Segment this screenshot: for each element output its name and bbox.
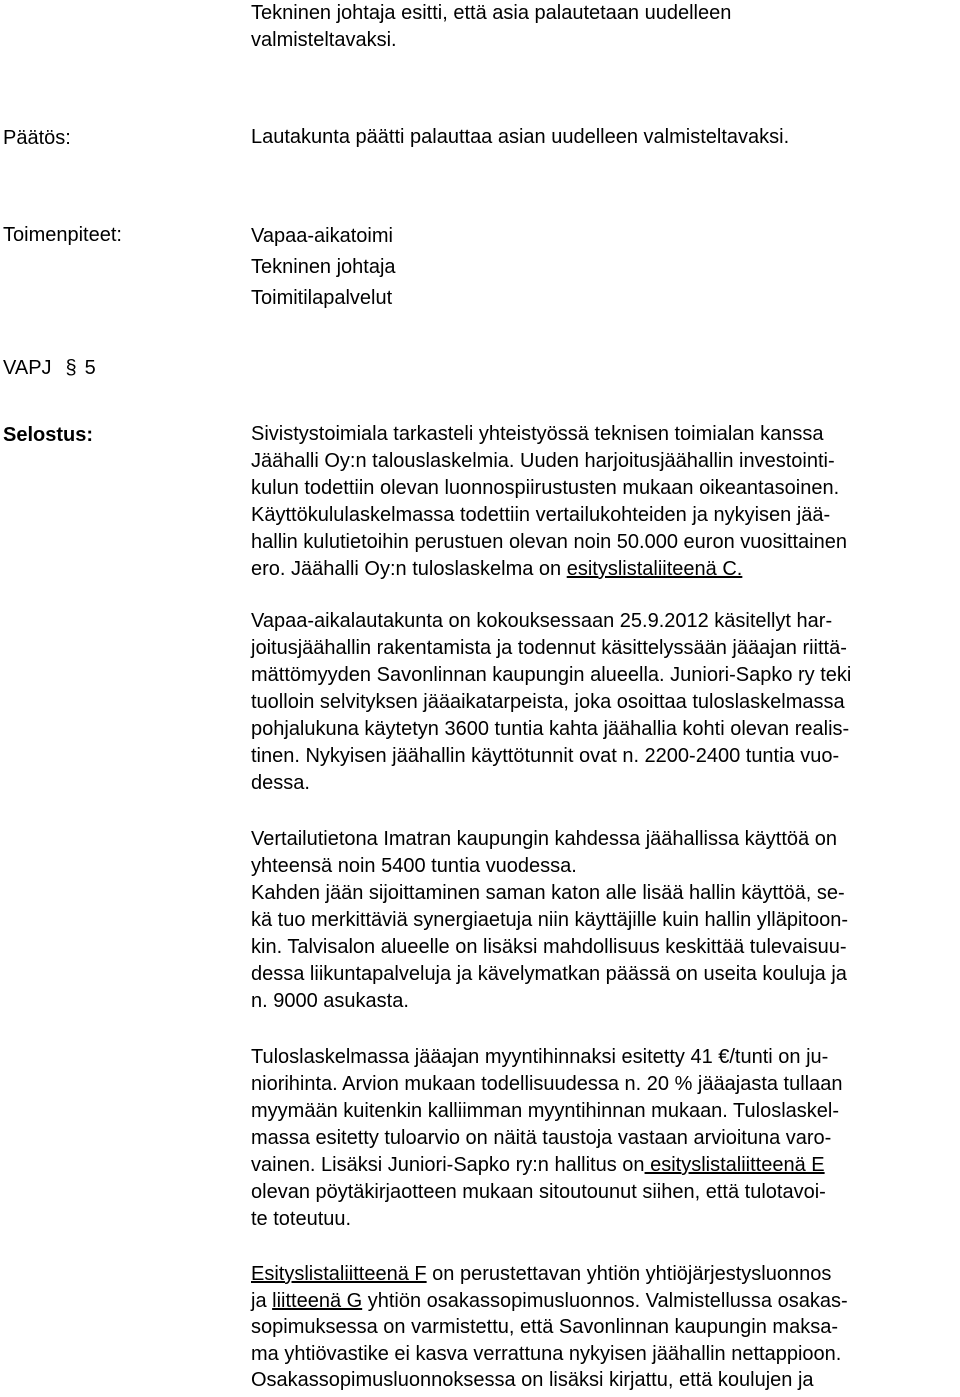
text-line: n. 9000 asukasta. bbox=[251, 990, 409, 1012]
text-line: Tekninen johtaja esitti, että asia palautetaan uudelleen bbox=[251, 2, 732, 24]
toimenpiteet-label: Toimenpiteet: bbox=[3, 224, 122, 246]
text-line: valmisteltavaksi. bbox=[251, 29, 397, 51]
selostus-paragraph-3 bbox=[251, 826, 960, 1015]
text-line: tuolloin selvityksen jääaikatarpeista, joka osoittaa tuloslaskelmassa bbox=[251, 691, 845, 713]
attachment-g-link[interactable]: liitteenä G bbox=[272, 1289, 363, 1312]
text-line: olevan pöytäkirjaotteen mukaan sitoutounut siihen, että tulotavoi- bbox=[251, 1181, 826, 1203]
text-line: Vertailutietona Imatran kaupungin kahdessa jäähallissa käyttöä on bbox=[251, 828, 837, 850]
selostus-paragraph-1 bbox=[251, 421, 960, 583]
text-line: te toteutuu. bbox=[251, 1208, 352, 1230]
text-segment: vainen. Lisäksi Juniori-Sapko ry:n hallitus on bbox=[251, 1154, 645, 1176]
intro-text bbox=[251, 0, 960, 54]
list-item: Vapaa-aikatoimi bbox=[251, 225, 393, 247]
text-line: hallin kulutietoihin perustuen olevan noin 50.000 euron vuosittainen bbox=[251, 531, 847, 553]
paatos-label: Päätös: bbox=[3, 127, 71, 149]
text-line bbox=[251, 1288, 960, 1315]
text-line: Tuloslaskelmassa jääajan myyntihinnaksi esitetty 41 €/tunti on ju- bbox=[251, 1046, 829, 1068]
text-line: Kahden jään sijoittaminen saman katon alle lisää hallin käyttöä, se- bbox=[251, 882, 845, 904]
text-line: massa esitetty tuloarvio on näitä taustoja vastaan arvioituna varo- bbox=[251, 1127, 832, 1149]
text-line: myymään kuitenkin kalliimman myyntihinnan mukaan. Tuloslaskel- bbox=[251, 1100, 840, 1122]
text-line: Sivistystoimiala tarkasteli yhteistyössä teknisen toimialan kanssa bbox=[251, 423, 824, 445]
text-line: mättömyyden Savonlinnan kaupungin alueella. Juniori-Sapko ry teki bbox=[251, 664, 852, 686]
text-line: joitusjäähallin rakentamista ja todennut käsittelyssään jääajan riittä- bbox=[251, 637, 847, 659]
text-line: Osakassopimusluonnoksessa on lisäksi kirjattu, että koulujen ja bbox=[251, 1369, 814, 1391]
text-line: kin. Talvisalon alueelle on lisäksi mahdollisuus keskittää tulevaisuu- bbox=[251, 936, 847, 958]
section-heading bbox=[3, 354, 96, 382]
text-line: kä tuo merkittäviä synergiaetuja niin käyttäjille kuin hallin ylläpitoon- bbox=[251, 909, 848, 931]
text-line bbox=[251, 1152, 960, 1179]
text-line: kulun todettiin olevan luonnospiirustusten mukaan oikeantasoinen. bbox=[251, 477, 840, 499]
section-prefix: VAPJ bbox=[3, 357, 52, 379]
text-line bbox=[251, 1261, 960, 1288]
text-line: sopimuksessa on varmistettu, että Savonlinnan kaupungin maksa- bbox=[251, 1316, 838, 1338]
text-line: Käyttökululaskelmassa todettiin vertailukohteiden ja nykyisen jää- bbox=[251, 504, 831, 526]
attachment-e-link[interactable]: esityslistaliitteenä E bbox=[644, 1154, 825, 1176]
text-line: niorihinta. Arvion mukaan todellisuudessa n. 20 % jääajasta tullaan bbox=[251, 1073, 843, 1095]
section-number: 5 bbox=[84, 357, 96, 379]
selostus-paragraph-2 bbox=[251, 608, 960, 797]
text-line: dessa liikuntapalveluja ja kävelymatkan päässä on useita kouluja ja bbox=[251, 963, 847, 985]
text-segment: ja bbox=[251, 1289, 273, 1312]
text-line: yhteensä noin 5400 tuntia vuodessa. bbox=[251, 855, 577, 877]
text-line: dessa. bbox=[251, 772, 310, 794]
list-item: Toimitilapalvelut bbox=[251, 287, 393, 309]
paatos-text bbox=[251, 124, 960, 151]
toimenpiteet-list bbox=[251, 221, 960, 314]
section-symbol: § bbox=[65, 357, 77, 379]
text-line bbox=[251, 556, 960, 583]
attachment-f-link[interactable]: Esityslistaliitteenä F bbox=[251, 1263, 427, 1285]
text-line: Lautakunta päätti palauttaa asian uudelleen valmisteltavaksi. bbox=[251, 126, 790, 148]
text-line: ma yhtiövastike ei kasva verrattuna nykyisen jäähallin nettappioon. bbox=[251, 1342, 842, 1365]
selostus-paragraph-5 bbox=[251, 1261, 960, 1394]
attachment-c-link[interactable]: esityslistaliiteenä C. bbox=[566, 558, 743, 580]
list-item: Tekninen johtaja bbox=[251, 256, 396, 278]
text-segment: yhtiön osakassopimusluonnos. Valmistellussa osakas- bbox=[362, 1289, 848, 1312]
selostus-paragraph-4 bbox=[251, 1044, 960, 1233]
selostus-label: Selostus: bbox=[3, 424, 94, 446]
text-segment: ero. Jäähalli Oy:n tuloslaskelma on bbox=[251, 558, 567, 580]
text-segment: on perustettavan yhtiön yhtiöjärjestysluonnos bbox=[426, 1263, 832, 1285]
text-line: pohjalukuna käytetyn 3600 tuntia kahta jäähallia kohti olevan realis- bbox=[251, 718, 850, 740]
text-line: Vapaa-aikalautakunta on kokouksessaan 25.9.2012 käsitellyt har- bbox=[251, 610, 833, 632]
text-line: Jäähalli Oy:n talouslaskelmia. Uuden harjoitusjäähallin investointi- bbox=[251, 450, 835, 472]
text-line: tinen. Nykyisen jäähallin käyttötunnit ovat n. 2200-2400 tuntia vuo- bbox=[251, 745, 840, 767]
